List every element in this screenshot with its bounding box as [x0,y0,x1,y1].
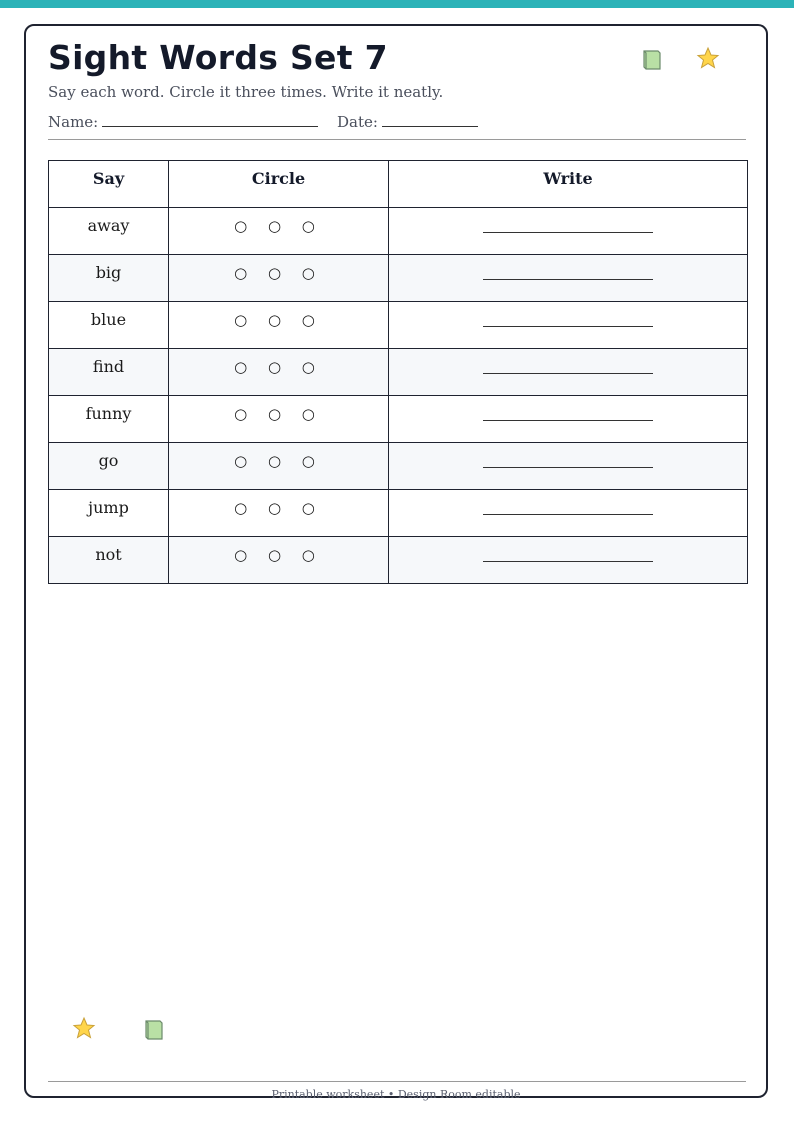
circle-cell [169,443,389,490]
date-label: Date: [337,113,378,131]
instructions-text: Say each word. Circle it three times. Write it neatly. [48,83,444,101]
name-date-row [48,112,478,131]
circle-marks: ○ ○ ○ [234,358,323,376]
table-row [49,443,748,490]
write-line[interactable] [483,359,653,374]
write-line[interactable] [483,406,653,421]
word-cell: find [49,349,169,396]
worksheet-page [24,24,768,1101]
word-cell: jump [49,490,169,537]
table-row [49,490,748,537]
circle-cell [169,396,389,443]
table-row [49,302,748,349]
write-line[interactable] [483,312,653,327]
write-cell [389,349,748,396]
write-cell [389,396,748,443]
circle-cell [169,208,389,255]
write-cell [389,443,748,490]
write-cell [389,255,748,302]
circle-marks: ○ ○ ○ [234,264,323,282]
book-icon [142,1018,166,1042]
write-line[interactable] [483,265,653,280]
circle-marks: ○ ○ ○ [234,546,323,564]
word-cell: funny [49,396,169,443]
write-cell [389,302,748,349]
star-icon [696,46,720,70]
word-cell: blue [49,302,169,349]
page-title: Sight Words Set 7 [48,38,388,77]
date-field[interactable] [382,112,478,127]
column-header-circle: Circle [169,161,389,208]
table-row [49,349,748,396]
circle-cell [169,255,389,302]
word-cell: go [49,443,169,490]
column-header-say: Say [49,161,169,208]
star-icon [72,1016,96,1040]
header-divider [48,139,746,140]
write-cell [389,537,748,584]
top-accent-bar [0,0,794,8]
footer-text: Printable worksheet • Design Room editable [271,1088,521,1101]
book-icon [640,48,664,72]
word-cell: not [49,537,169,584]
write-cell [389,208,748,255]
circle-marks: ○ ○ ○ [234,499,323,517]
sight-words-table [48,160,748,584]
column-header-write: Write [389,161,748,208]
footer-divider [48,1081,746,1082]
circle-marks: ○ ○ ○ [234,311,323,329]
table-row [49,255,748,302]
table-header-row [49,161,748,208]
circle-marks: ○ ○ ○ [234,452,323,470]
write-line[interactable] [483,547,653,562]
circle-marks: ○ ○ ○ [234,217,323,235]
circle-cell [169,537,389,584]
write-line[interactable] [483,453,653,468]
table-row [49,396,748,443]
word-cell: big [49,255,169,302]
circle-marks: ○ ○ ○ [234,405,323,423]
word-cell: away [49,208,169,255]
name-field[interactable] [102,112,318,127]
circle-cell [169,349,389,396]
name-label: Name: [48,113,99,131]
table-row [49,208,748,255]
table-row [49,537,748,584]
circle-cell [169,490,389,537]
write-cell [389,490,748,537]
write-line[interactable] [483,500,653,515]
circle-cell [169,302,389,349]
write-line[interactable] [483,218,653,233]
